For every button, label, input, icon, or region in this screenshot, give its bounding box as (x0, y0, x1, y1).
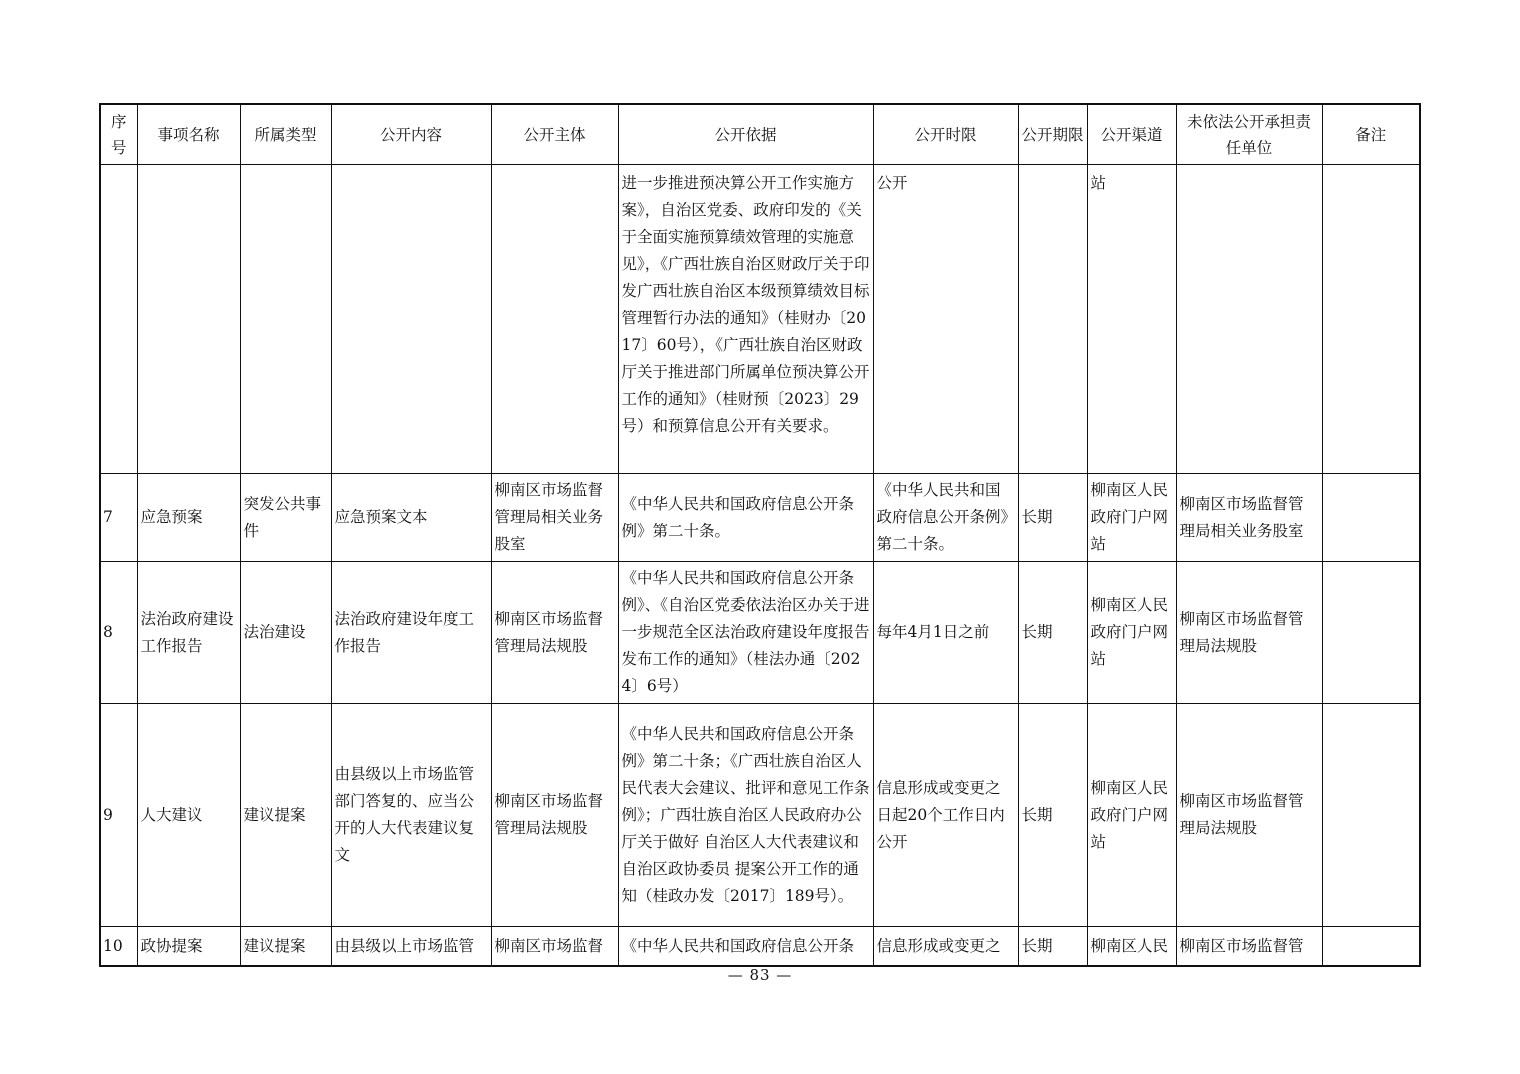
cell-content: 由县级以上市场监管部门答复的、应当公开的人大代表建议复文 (331, 704, 491, 927)
cell-content: 由县级以上市场监管 (331, 927, 491, 967)
cell-responsible: 柳南区市场监督管理局法规股 (1176, 562, 1322, 704)
cell-name: 人大建议 (137, 704, 240, 927)
cell-responsible: 柳南区市场监督管理局法规股 (1176, 704, 1322, 927)
header-subject: 公开主体 (491, 104, 618, 165)
cell-time-limit: 《中华人民共和国政府信息公开条例》第二十条。 (873, 474, 1018, 562)
cell-note (1322, 562, 1420, 704)
cell-note (1322, 704, 1420, 927)
table-row (100, 927, 1420, 967)
cell-basis: 《中华人民共和国政府信息公开条例》第二十条；《广西壮族自治区人民代表大会建议、批评和意见工作条例》；广西壮族自治区人民政府办公厅关于做好 自治区人大代表建议和自治区政协委员 提案公开工作的通知（桂政办发〔2017〕189号）。 (618, 704, 873, 927)
cell-type: 突发公共事件 (240, 474, 331, 562)
cell-period (1018, 165, 1087, 474)
cell-basis: 进一步推进预决算公开工作实施方案》，自治区党委、政府印发的《关于全面实施预算绩效管理的实施意见》，《广西壮族自治区财政厅关于印发广西壮族自治区本级预算绩效目标管理暂行办法的通知》（桂财办〔2017〕60号），《广西壮族自治区财政厅关于推进部门所属单位预决算公开工作的通知》（桂财预〔2023〕29号）和预算信息公开有关要求。 (618, 165, 873, 474)
cell-seq (100, 165, 137, 474)
cell-period: 长期 (1018, 704, 1087, 927)
page-number: — 83 — (727, 966, 793, 984)
table-row (100, 704, 1420, 927)
cell-time-limit: 信息形成或变更之日起20个工作日内公开 (873, 704, 1018, 927)
cell-channel: 柳南区人民政府门户网站 (1087, 562, 1176, 704)
cell-basis: 《中华人民共和国政府信息公开条例》、《自治区党委依法治区办关于进一步规范全区法治政府建设年度报告发布工作的通知》（桂法办通〔2024〕6号） (618, 562, 873, 704)
cell-note (1322, 165, 1420, 474)
cell-channel: 站 (1087, 165, 1176, 474)
cell-responsible: 柳南区市场监督管 (1176, 927, 1322, 967)
cell-seq: 7 (100, 474, 137, 562)
cell-channel: 柳南区人民政府门户网站 (1087, 704, 1176, 927)
cell-time-limit: 公开 (873, 165, 1018, 474)
cell-responsible (1176, 165, 1322, 474)
cell-type: 建议提案 (240, 704, 331, 927)
cell-subject (491, 165, 618, 474)
cell-seq: 10 (100, 927, 137, 967)
header-type: 所属类型 (240, 104, 331, 165)
cell-content (331, 165, 491, 474)
header-channel: 公开渠道 (1087, 104, 1176, 165)
table-row (100, 474, 1420, 562)
cell-content: 应急预案文本 (331, 474, 491, 562)
header-responsible: 未依法公开承担责任单位 (1176, 104, 1322, 165)
header-basis: 公开依据 (618, 104, 873, 165)
cell-seq: 9 (100, 704, 137, 927)
cell-basis: 《中华人民共和国政府信息公开条 (618, 927, 873, 967)
header-content: 公开内容 (331, 104, 491, 165)
cell-type: 建议提案 (240, 927, 331, 967)
cell-subject: 柳南区市场监督管理局法规股 (491, 704, 618, 927)
cell-responsible: 柳南区市场监督管理局相关业务股室 (1176, 474, 1322, 562)
header-item-name: 事项名称 (137, 104, 240, 165)
header-note: 备注 (1322, 104, 1420, 165)
header-seq: 序号 (100, 104, 137, 165)
header-row (100, 104, 1420, 165)
table-row (100, 165, 1420, 474)
cell-period: 长期 (1018, 927, 1087, 967)
table-row (100, 562, 1420, 704)
cell-channel: 柳南区人民政府门户网站 (1087, 474, 1176, 562)
cell-name: 法治政府建设工作报告 (137, 562, 240, 704)
cell-time-limit: 每年4月1日之前 (873, 562, 1018, 704)
cell-type (240, 165, 331, 474)
disclosure-table (99, 103, 1421, 967)
cell-note (1322, 474, 1420, 562)
cell-subject: 柳南区市场监督 (491, 927, 618, 967)
cell-period: 长期 (1018, 474, 1087, 562)
cell-content: 法治政府建设年度工作报告 (331, 562, 491, 704)
cell-subject: 柳南区市场监督管理局相关业务股室 (491, 474, 618, 562)
cell-seq: 8 (100, 562, 137, 704)
cell-name (137, 165, 240, 474)
cell-type: 法治建设 (240, 562, 331, 704)
header-time-limit: 公开时限 (873, 104, 1018, 165)
cell-period: 长期 (1018, 562, 1087, 704)
cell-name: 应急预案 (137, 474, 240, 562)
cell-channel: 柳南区人民 (1087, 927, 1176, 967)
cell-note (1322, 927, 1420, 967)
cell-basis: 《中华人民共和国政府信息公开条例》第二十条。 (618, 474, 873, 562)
cell-name: 政协提案 (137, 927, 240, 967)
cell-time-limit: 信息形成或变更之 (873, 927, 1018, 967)
header-period: 公开期限 (1018, 104, 1087, 165)
cell-subject: 柳南区市场监督管理局法规股 (491, 562, 618, 704)
